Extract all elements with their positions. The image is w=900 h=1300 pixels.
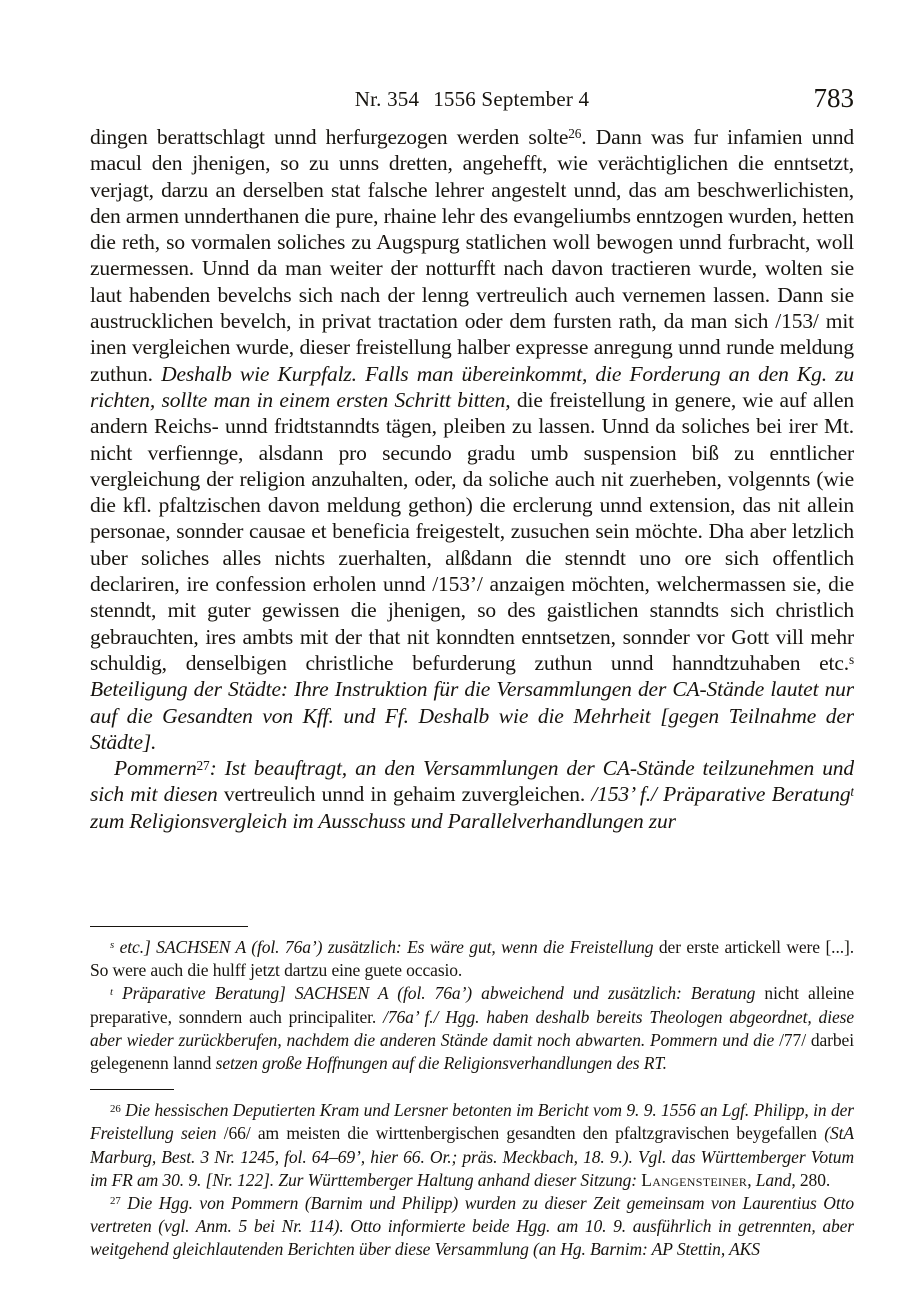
text-segment: . Dann was fur infamien unnd macul den jhenigen, so zu unns dretten, angehefft, wie verächtiglichen die enntsetzt, verjagt, darzu an derselben stat falsche lehrer angestelt unnd, das am beschwerlichisten, den armen unnderthanen die pure, rhaine lehr des evangeliumbs enntzogen wurden, hetten die reth, so vormalen soliches zu Augspurg statlichen woll bewogen unnd furbracht, woll zuermessen. Unnd da man weiter der notturfft nach davon tractieren wurde, wolten sie laut habenden bevelchs sich nach der lenng vertreulich auch vernemen lassen. Dann sie austrucklichen bevelch, in privat tractation oder dem fursten rath, da man sich /153/ mit inen vergleichen wurde, dieser freistellung halber expresse anregung unnd runde meldung zuthun. xyxy=(90,125,854,386)
text-segment: 26 xyxy=(568,126,582,142)
footnote-letter-t xyxy=(90,982,854,1075)
text-segment: setzen große Hoffnungen auf die Religionsverhandlungen des RT. xyxy=(215,1053,667,1074)
text-segment: Die hessischen Deputierten Kram und Lersner betonten im Bericht vom 9. 9. 1556 an Lgf. Philipp, in der Freistellung seien xyxy=(90,1100,854,1144)
text-segment: vertreulich unnd in gehaim zuvergleichen. xyxy=(223,782,592,807)
running-title xyxy=(90,87,854,112)
text-segment: Die Hgg. von Pommern (Barnim und Philipp) wurden zu dieser Zeit gemeinsam von Laurentius Otto vertreten (vgl. Anm. 5 bei Nr. 114). Otto informierte beide Hgg. am 10. 9. ausführlich in getrennten, aber weitgehend gleichlautenden Berichten über diese Versammlung (an Hg. Barnim: AP Stettin, AKS xyxy=(90,1193,854,1260)
document-number: Nr. 354 xyxy=(354,87,420,111)
text-segment: /76a’ f./ Hgg. haben deshalb bereits Theologen abgeordnet, diese aber wieder zurückberufen, nachdem die anderen Stände damit noch abwarten. Pommern und die xyxy=(90,1006,854,1050)
body-paragraph-pommern xyxy=(90,755,854,834)
text-segment: der erste artickell were [...]. So were auch die hulff jetzt dartzu eine guete occasio. xyxy=(90,937,854,981)
text-segment: , 280. xyxy=(791,1169,831,1190)
text-segment: Pommern xyxy=(114,756,197,781)
text-segment: /77/ darbei gelegenenn lannd xyxy=(90,1029,854,1074)
body-paragraph-continuation xyxy=(90,124,854,755)
text-segment: etc.] SACHSEN A (fol. 76a’) zusätzlich: Es wäre gut, wenn die Freistellung xyxy=(114,937,654,957)
text-segment: /66/ am meisten die wirttenbergischen gesandten den pfaltzgravischen beygefallen xyxy=(216,1123,825,1144)
footnote-26 xyxy=(90,1099,854,1192)
page-number: 783 xyxy=(813,83,854,113)
text-segment: Präparative Beratung] SACHSEN A (fol. 76a’) abweichend und zusätzlich: Beratung xyxy=(112,983,756,1004)
text-segment: dingen berattschlagt unnd herfurgezogen werden solte xyxy=(90,125,569,149)
text-segment: /153’ f./ Präparative Beratung xyxy=(591,782,851,807)
text-segment: zum Religionsvergleich im Ausschuss und Parallelverhandlungen zur xyxy=(90,808,676,833)
text-segment: s xyxy=(110,939,115,952)
text-segment: t xyxy=(850,783,854,799)
text-segment: nicht alleine preparative, sonndern auch principaliter. xyxy=(90,983,854,1027)
footnote-separator-letters xyxy=(90,926,248,927)
footnotes xyxy=(90,926,854,1300)
running-header xyxy=(90,80,854,114)
text-segment: s xyxy=(848,652,854,668)
footnote-separator-numbers xyxy=(90,1089,174,1090)
footnote-27 xyxy=(90,1192,854,1262)
text-segment: die freistellung in genere, wie auf allen andern Reichs- unnd fridtstanndts tägen, pleiben zu lassen. Unnd da soliches bei irer Mt. nicht verfiennge, alsdann pro secundo gradu umb suspension biß zu enntlicher vergleichung der religion anzuhalten, oder, da soliche auch nit zuerheben, volgennts (wie die kfl. pfaltzischen davon meldung gethon) die erclerung unnd extension, das nit allein personae, sonnder causae et beneficia freigestelt, zusuchen sein möchte. Dha aber letzlich uber soliches alles nichts zuerhalten, alßdann die stenndt uno ore sich offentlich declariren, ire confession erholen unnd /153’/ anzaigen möchten, welchermassen sie, die stenndt, mit guter gewissen die jhenigen, so des gaistlichen stanndts sich christlich gebrauchten, ires ambts mit der that nit konndten enntsetzen, sonnder vor Gott vill mehr schuldig, denselbigen christliche befurderung zuthun unnd hanndtzuhaben etc. xyxy=(90,387,854,675)
text-segment: , xyxy=(747,1169,756,1190)
text-segment: t xyxy=(110,985,113,998)
text-segment: (StA Marburg, Best. 3 Nr. 1245, fol. 64–69’, hier 66. Or.; präs. Meckbach, 18. 9.). Vgl. das Württemberger Votum im FR am 30. 9. [Nr. 122]. Zur Württemberger Haltung anhand dieser Sitzung: xyxy=(90,1123,854,1190)
text-segment: Land xyxy=(755,1169,792,1190)
text-segment: Langensteiner xyxy=(641,1169,748,1190)
text-segment: 27 xyxy=(196,757,210,773)
document-date: 1556 September 4 xyxy=(433,87,590,111)
text-segment: : Ist beauftragt, an den Versammlungen der CA-Stände teilzunehmen und sich mit diesen xyxy=(90,756,854,807)
text-segment: 27 xyxy=(110,1195,121,1208)
body-text xyxy=(90,124,854,914)
text-segment: 26 xyxy=(110,1102,121,1115)
footnote-letter-s xyxy=(90,936,854,982)
text-segment: Beteiligung der Städte: Ihre Instruktion für die Versammlungen der CA-Stände lautet nur auf die Gesandten von Kff. und Ff. Deshalb wie die Mehrheit [gegen Teilnahme der Städte]. xyxy=(90,677,854,754)
text-segment: Deshalb wie Kurpfalz. Falls man übereinkommt, die Forderung an den Kg. zu richten, sollte man in einem ersten Schritt bitten, xyxy=(90,361,854,412)
